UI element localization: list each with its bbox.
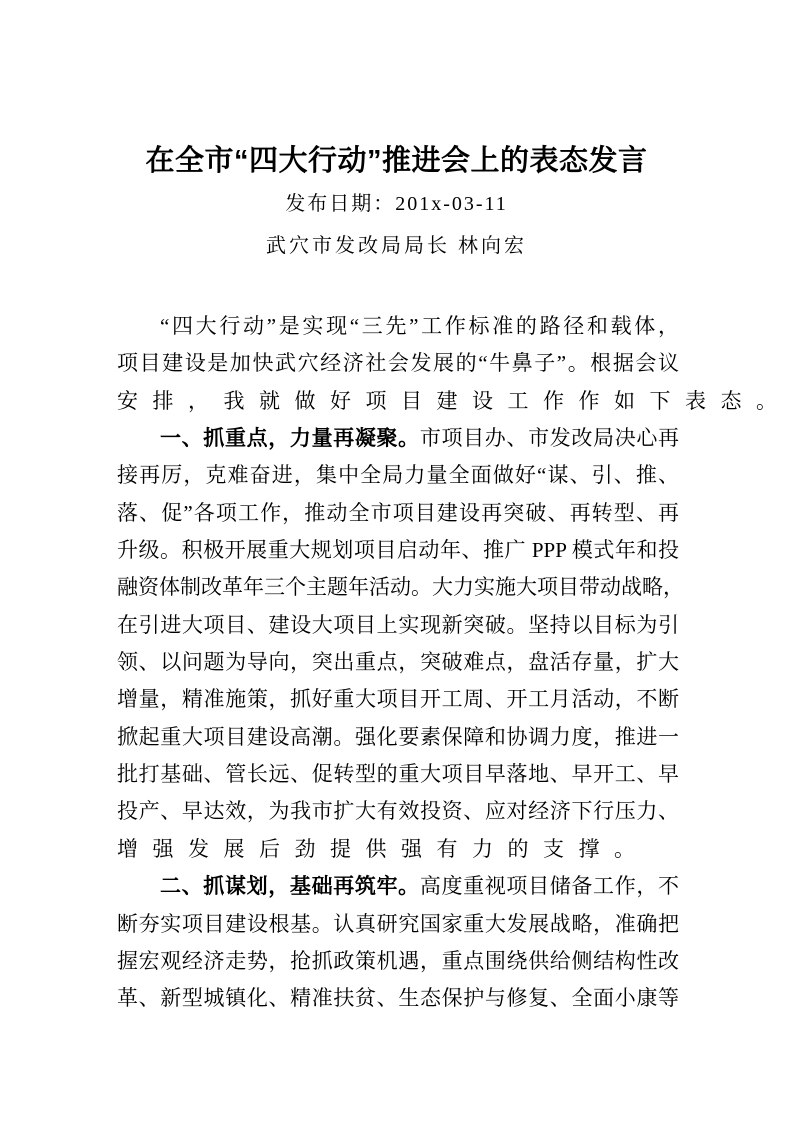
text-line: 断夯实项目建设根基。认真研究国家重大发展战略，准确把 [117, 911, 679, 936]
section-heading: 二、抓谋划，基础再筑牢。 [160, 875, 420, 899]
section-heading: 一、抓重点，力量再凝聚。 [160, 427, 420, 451]
paragraph-section-1 [117, 420, 684, 868]
document-body [117, 308, 792, 1018]
text-line: 融资体制改革年三个主题年活动。大力实施大项目带动战略， [117, 575, 684, 600]
text-line [117, 420, 679, 457]
text-span: 高度重视项目储备工作，不 [419, 874, 680, 899]
text-line: 接再厉，克难奋进，集中全局力量全面做好“谋、引、推、 [117, 463, 679, 488]
text-line: 掀起重大项目建设高潮。强化要素保障和协调力度，推进一 [117, 724, 679, 749]
text-line: 增量，精准施策，抓好重大项目开工周、开工月活动，不断 [117, 687, 679, 712]
text-line: 领、以问题为导向，突出重点，突破难点，盘活存量，扩大 [117, 650, 679, 675]
text-line [117, 868, 679, 905]
text-span: 市项目办、市发改局决心再 [419, 426, 680, 451]
text-line: 安排，我就做好项目建设工作作如下表态。 [117, 388, 792, 413]
publish-date: 发布日期：201x-03-11 [285, 193, 508, 215]
text-line: 投产、早达效，为我市扩大有效投资、应对经济下行压力、 [117, 799, 679, 824]
author-line: 武穴市发改局局长 林向宏 [266, 235, 527, 257]
document-title: 在全市“四大行动”推进会上的表态发言 [145, 145, 648, 177]
text-line: 增强发展后劲提供强有力的支撑。 [117, 836, 650, 861]
text-line: 在引进大项目、建设大项目上实现新突破。坚持以目标为引 [117, 612, 679, 637]
text-line: 批打基础、管长远、促转型的重大项目早落地、早开工、早 [117, 762, 679, 787]
text-line: 落、促”各项工作，推动全市项目建设再突破、再转型、再 [117, 500, 679, 525]
paragraph-section-2 [117, 868, 679, 1017]
text-line: 革、新型城镇化、精准扶贫、生态保护与修复、全面小康等 [117, 986, 679, 1011]
text-line: 握宏观经济走势，抢抓政策机遇，重点围绕供给侧结构性改 [117, 948, 679, 973]
text-line: 项目建设是加快武穴经济社会发展的“牛鼻子”。根据会议 [117, 351, 679, 376]
text-line: 升级。积极开展重大规划项目启动年、推广 PPP 模式年和投 [117, 538, 679, 563]
paragraph-intro [117, 308, 792, 420]
text-line: “四大行动”是实现“三先”工作标准的路径和载体， [160, 314, 679, 338]
